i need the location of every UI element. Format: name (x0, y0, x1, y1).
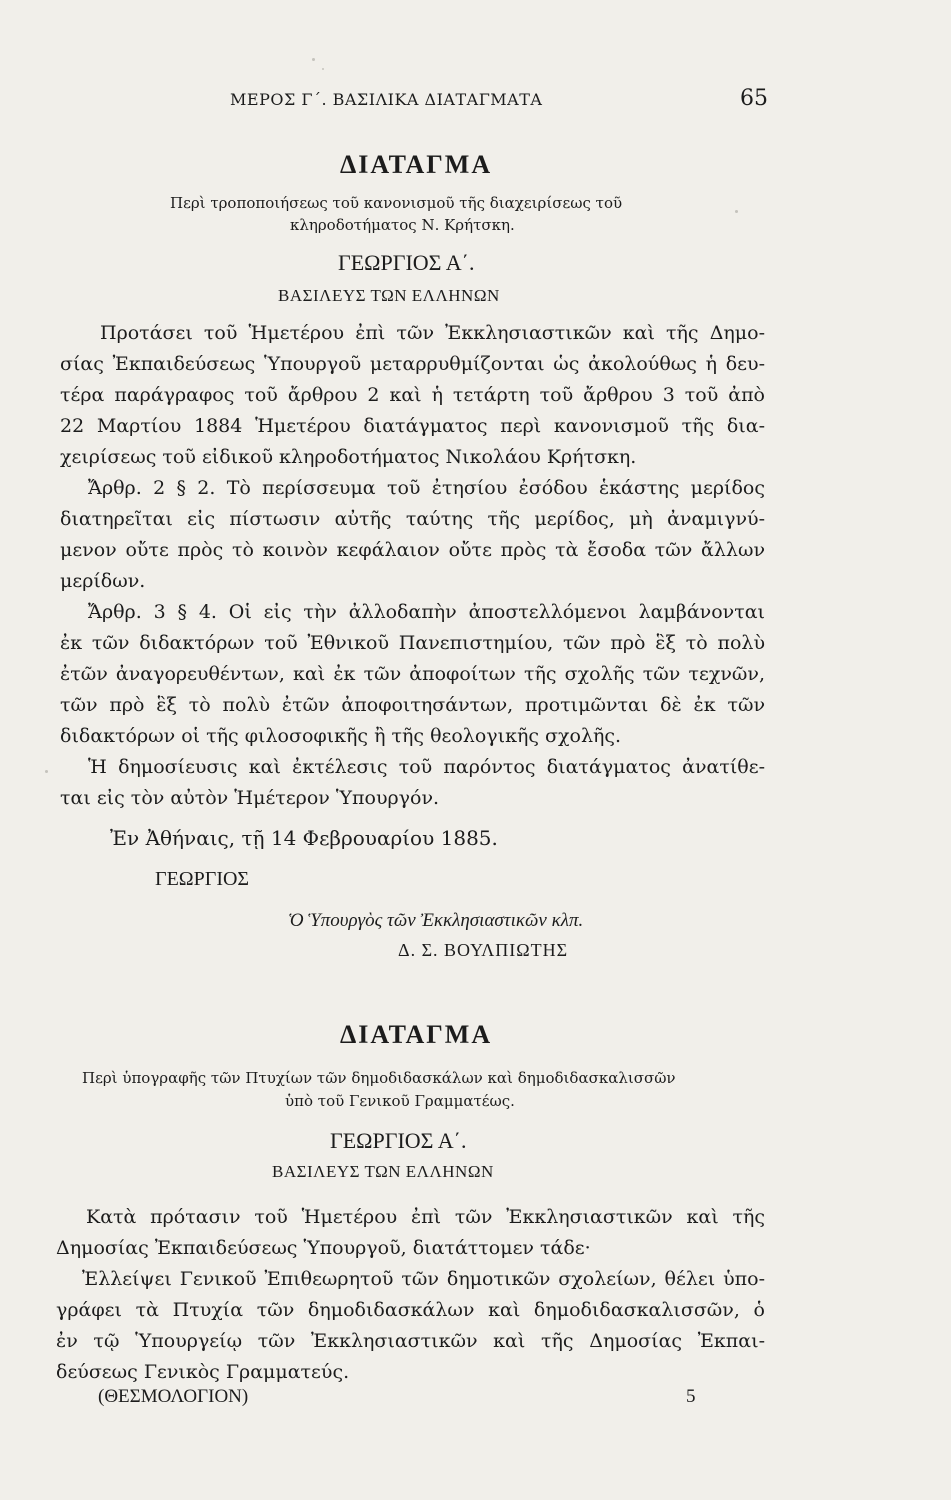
page-number: 65 (740, 86, 768, 111)
decree-1-body-line: τέρα παράγραφος τοῦ ἄρθρου 2 καὶ ἡ τετάρτη τοῦ ἄρθρου 3 τοῦ ἀπὸ (60, 384, 765, 406)
decree-2-kingdom: ΒΑΣΙΛΕΥΣ ΤΩΝ ΕΛΛΗΝΩΝ (272, 1162, 494, 1181)
decree-1-body-line: 22 Μαρτίου 1884 Ἡμετέρου διατάγματος περὶ κανονισμοῦ τῆς δια- (60, 415, 765, 437)
decree-2-body-line: Δημοσίας Ἐκπαιδεύσεως Ὑπουργοῦ, διατάττομεν τάδε· (56, 1237, 591, 1259)
decree-2-king: ΓΕΩΡΓΙΟΣ Α΄. (330, 1128, 467, 1153)
decree-1-title: ΔΙΑΤΑΓΜΑ (340, 150, 493, 179)
paper-speck (735, 210, 738, 213)
decree-1-subtitle-line: κληροδοτήματος Ν. Κρήτσκη. (290, 216, 515, 234)
decree-1-minister-title: Ὁ Ὑπουργὸς τῶν Ἐκκλησιαστικῶν κλπ. (288, 910, 584, 931)
decree-1-body-line: Ἄρθρ. 3 § 4. Οἱ εἰς τὴν ἀλλοδαπὴν ἀποστελλόμενοι λαμβάνονται (88, 601, 765, 623)
decree-1-body-line: τῶν πρὸ ἓξ τὸ πολὺ ἐτῶν ἀποφοιτησάντων, προτιμῶνται δὲ ἐκ τῶν (60, 694, 765, 716)
collection-title: (ΘΕΣΜΟΛΟΓΙΟΝ) (98, 1386, 249, 1407)
decree-1-body-line: Ἄρθρ. 2 § 2. Τὸ περίσσευμα τοῦ ἐτησίου ἐσόδου ἑκάστης μερίδος (88, 477, 765, 499)
decree-2-body-line: Ἐλλείψει Γενικοῦ Ἐπιθεωρητοῦ τῶν δημοτικῶν σχολείων, θέλει ὑπο- (82, 1268, 765, 1290)
decree-1-body-line: ἐκ τῶν διδακτόρων τοῦ Ἐθνικοῦ Πανεπιστημίου, τῶν πρὸ ἓξ τὸ πολὺ (60, 632, 765, 654)
paper-speck (45, 770, 48, 773)
paper-speck (312, 58, 315, 61)
decree-2-body-line: Κατὰ πρότασιν τοῦ Ἡμετέρου ἐπὶ τῶν Ἐκκλησιαστικῶν καὶ τῆς (86, 1206, 765, 1228)
decree-2-body-line: γράφει τὰ Πτυχία τῶν δημοδιδασκάλων καὶ δημοδιδασκαλισσῶν, ὁ (56, 1299, 765, 1321)
decree-1-body-line: διατηρεῖται εἰς πίστωσιν αὐτῆς ταύτης τῆς μερίδος, μὴ ἀναμιγνύ- (60, 508, 765, 530)
decree-1-body-line: χειρίσεως τοῦ εἰδικοῦ κληροδοτήματος Νικολάου Κρήτσκη. (60, 446, 637, 468)
signature-mark: 5 (686, 1386, 696, 1407)
running-head: ΜΕΡΟΣ Γ΄. ΒΑΣΙΛΙΚΑ ΔΙΑΤΑΓΜΑΤΑ (230, 90, 543, 109)
decree-2-body-line: ἐν τῷ Ὑπουργείῳ τῶν Ἐκκλησιαστικῶν καὶ τῆς Δημοσίας Ἐκπαι- (56, 1330, 765, 1352)
decree-1-kingdom: ΒΑΣΙΛΕΥΣ ΤΩΝ ΕΛΛΗΝΩΝ (278, 286, 500, 305)
decree-1-king-signature: ΓΕΩΡΓΙΟΣ (155, 868, 250, 890)
decree-1-body-line: Προτάσει τοῦ Ἡμετέρου ἐπὶ τῶν Ἐκκλησιαστικῶν καὶ τῆς Δημο- (100, 322, 765, 344)
decree-1-body-line: ται εἰς τὸν αὐτὸν Ἡμέτερον Ὑπουργόν. (60, 787, 440, 809)
decree-1-subtitle-line: Περὶ τροποποιήσεως τοῦ κανονισμοῦ τῆς διαχειρίσεως τοῦ (170, 194, 623, 212)
decree-1-body-line: σίας Ἐκπαιδεύσεως Ὑπουργοῦ μεταρρυθμίζονται ὡς ἀκολούθως ἡ δευ- (60, 353, 765, 375)
decree-1-date: Ἐν Ἀθήναις, τῇ 14 Φεβρουαρίου 1885. (110, 826, 498, 850)
decree-2-subtitle-line: Περὶ ὑπογραφῆς τῶν Πτυχίων τῶν δημοδιδασκάλων καὶ δημοδιδασκαλισσῶν (82, 1069, 676, 1087)
decree-1-minister-name: Δ. Σ. ΒΟΥΛΠΙΩΤΗΣ (398, 940, 569, 960)
decree-2-title: ΔΙΑΤΑΓΜΑ (340, 1020, 493, 1049)
decree-1-body-line: διδακτόρων οἱ τῆς φιλοσοφικῆς ἢ τῆς θεολογικῆς σχολῆς. (60, 725, 622, 747)
paper-speck (322, 68, 324, 70)
decree-1-body-line: ἐτῶν ἀναγορευθέντων, καὶ ἐκ τῶν ἀποφοίτων τῆς σχολῆς τῶν τεχνῶν, (60, 663, 765, 685)
decree-1-king: ΓΕΩΡΓΙΟΣ Α΄. (338, 250, 475, 275)
decree-2-body-line: δεύσεως Γενικὸς Γραμματεύς. (56, 1361, 350, 1383)
decree-2-subtitle-line: ὑπὸ τοῦ Γενικοῦ Γραμματέως. (285, 1092, 515, 1110)
decree-1-body-line: μενον οὔτε πρὸς τὸ κοινὸν κεφάλαιον οὔτε πρὸς τὰ ἔσοδα τῶν ἄλλων (60, 539, 765, 561)
decree-1-body-line: μερίδων. (60, 570, 146, 592)
decree-1-body-line: Ἡ δημοσίευσις καὶ ἐκτέλεσις τοῦ παρόντος διατάγματος ἀνατίθε- (88, 756, 765, 778)
